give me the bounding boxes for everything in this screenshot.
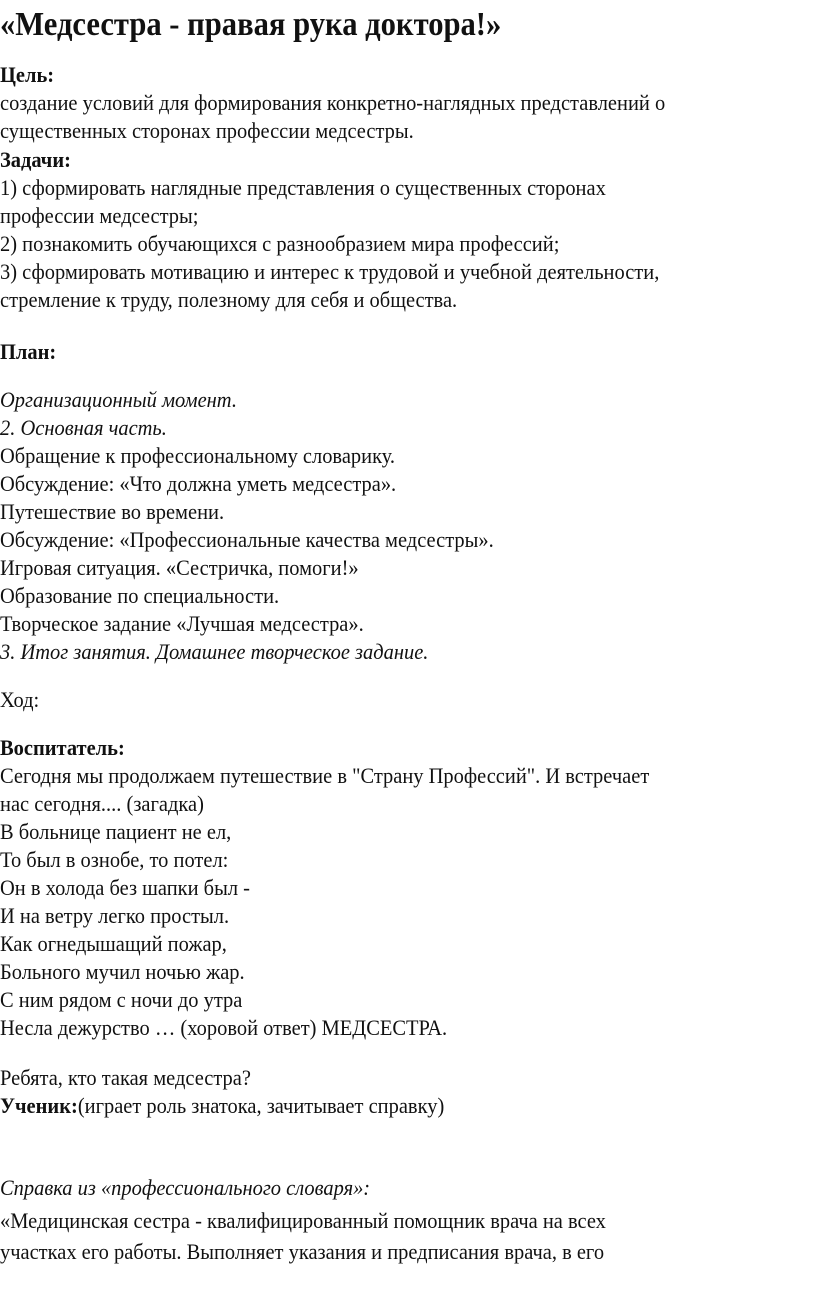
riddle-line: То был в ознобе, то потел: <box>0 847 229 872</box>
teacher-line: Сегодня мы продолжаем путешествие в "Страну Профессий". И встречает <box>0 763 650 788</box>
plan-item: 3. Итог занятия. Домашнее творческое задание. <box>0 639 429 664</box>
task-line: 1) сформировать наглядные представления о существенных сторонах <box>0 175 606 200</box>
reference-line: «Медицинская сестра - квалифицированный помощник врача на всех <box>0 1208 606 1233</box>
question-line: Ребята, кто такая медсестра? <box>0 1065 251 1090</box>
riddle-line: Как огнедышащий пожар, <box>0 931 227 956</box>
plan-heading: План: <box>0 339 57 364</box>
task-line: 2) познакомить обучающихся с разнообразием мира профессий; <box>0 231 560 256</box>
plan-item: Путешествие во времени. <box>0 499 225 524</box>
plan-item: Обсуждение: «Что должна уметь медсестра». <box>0 471 397 496</box>
plan-item: Организационный момент. <box>0 387 237 412</box>
task-line: профессии медсестры; <box>0 203 199 228</box>
reference-heading: Справка из «профессионального словаря»: <box>0 1175 371 1200</box>
task-line: стремление к труду, полезному для себя и общества. <box>0 287 458 312</box>
teacher-label: Воспитатель: <box>0 735 125 760</box>
plan-item: Творческое задание «Лучшая медсестра». <box>0 611 364 636</box>
plan-item: Игровая ситуация. «Сестричка, помоги!» <box>0 555 359 580</box>
goal-line: существенных сторонах профессии медсестры. <box>0 118 414 143</box>
riddle-line: В больнице пациент не ел, <box>0 819 232 844</box>
riddle-line: С ним рядом с ночи до утра <box>0 987 243 1012</box>
goal-heading: Цель: <box>0 62 55 87</box>
plan-item: Образование по специальности. <box>0 583 280 608</box>
goal-line: создание условий для формирования конкретно-наглядных представлений о <box>0 90 666 115</box>
page-title: «Медсестра - правая рука доктора!» <box>0 6 502 43</box>
riddle-line: И на ветру легко простыл. <box>0 903 230 928</box>
plan-item: 2. Основная часть. <box>0 415 167 440</box>
plan-item: Обсуждение: «Профессиональные качества медсестры». <box>0 527 494 552</box>
reference-line: участках его работы. Выполняет указания и предписания врача, в его <box>0 1239 605 1264</box>
riddle-line: Он в холода без шапки был - <box>0 875 250 900</box>
student-line <box>0 1092 444 1120</box>
plan-item: Обращение к профессиональному словарику. <box>0 443 396 468</box>
course-heading: Ход: <box>0 687 40 712</box>
student-label: Ученик: <box>0 1093 78 1118</box>
teacher-line: нас сегодня.... (загадка) <box>0 791 204 816</box>
task-line: 3) сформировать мотивацию и интерес к трудовой и учебной деятельности, <box>0 259 660 284</box>
student-text: (играет роль знатока, зачитывает справку) <box>77 1093 445 1118</box>
tasks-heading: Задачи: <box>0 147 71 172</box>
riddle-line: Несла дежурство … (хоровой ответ) МЕДСЕСТРА. <box>0 1015 448 1040</box>
riddle-line: Больного мучил ночью жар. <box>0 959 245 984</box>
